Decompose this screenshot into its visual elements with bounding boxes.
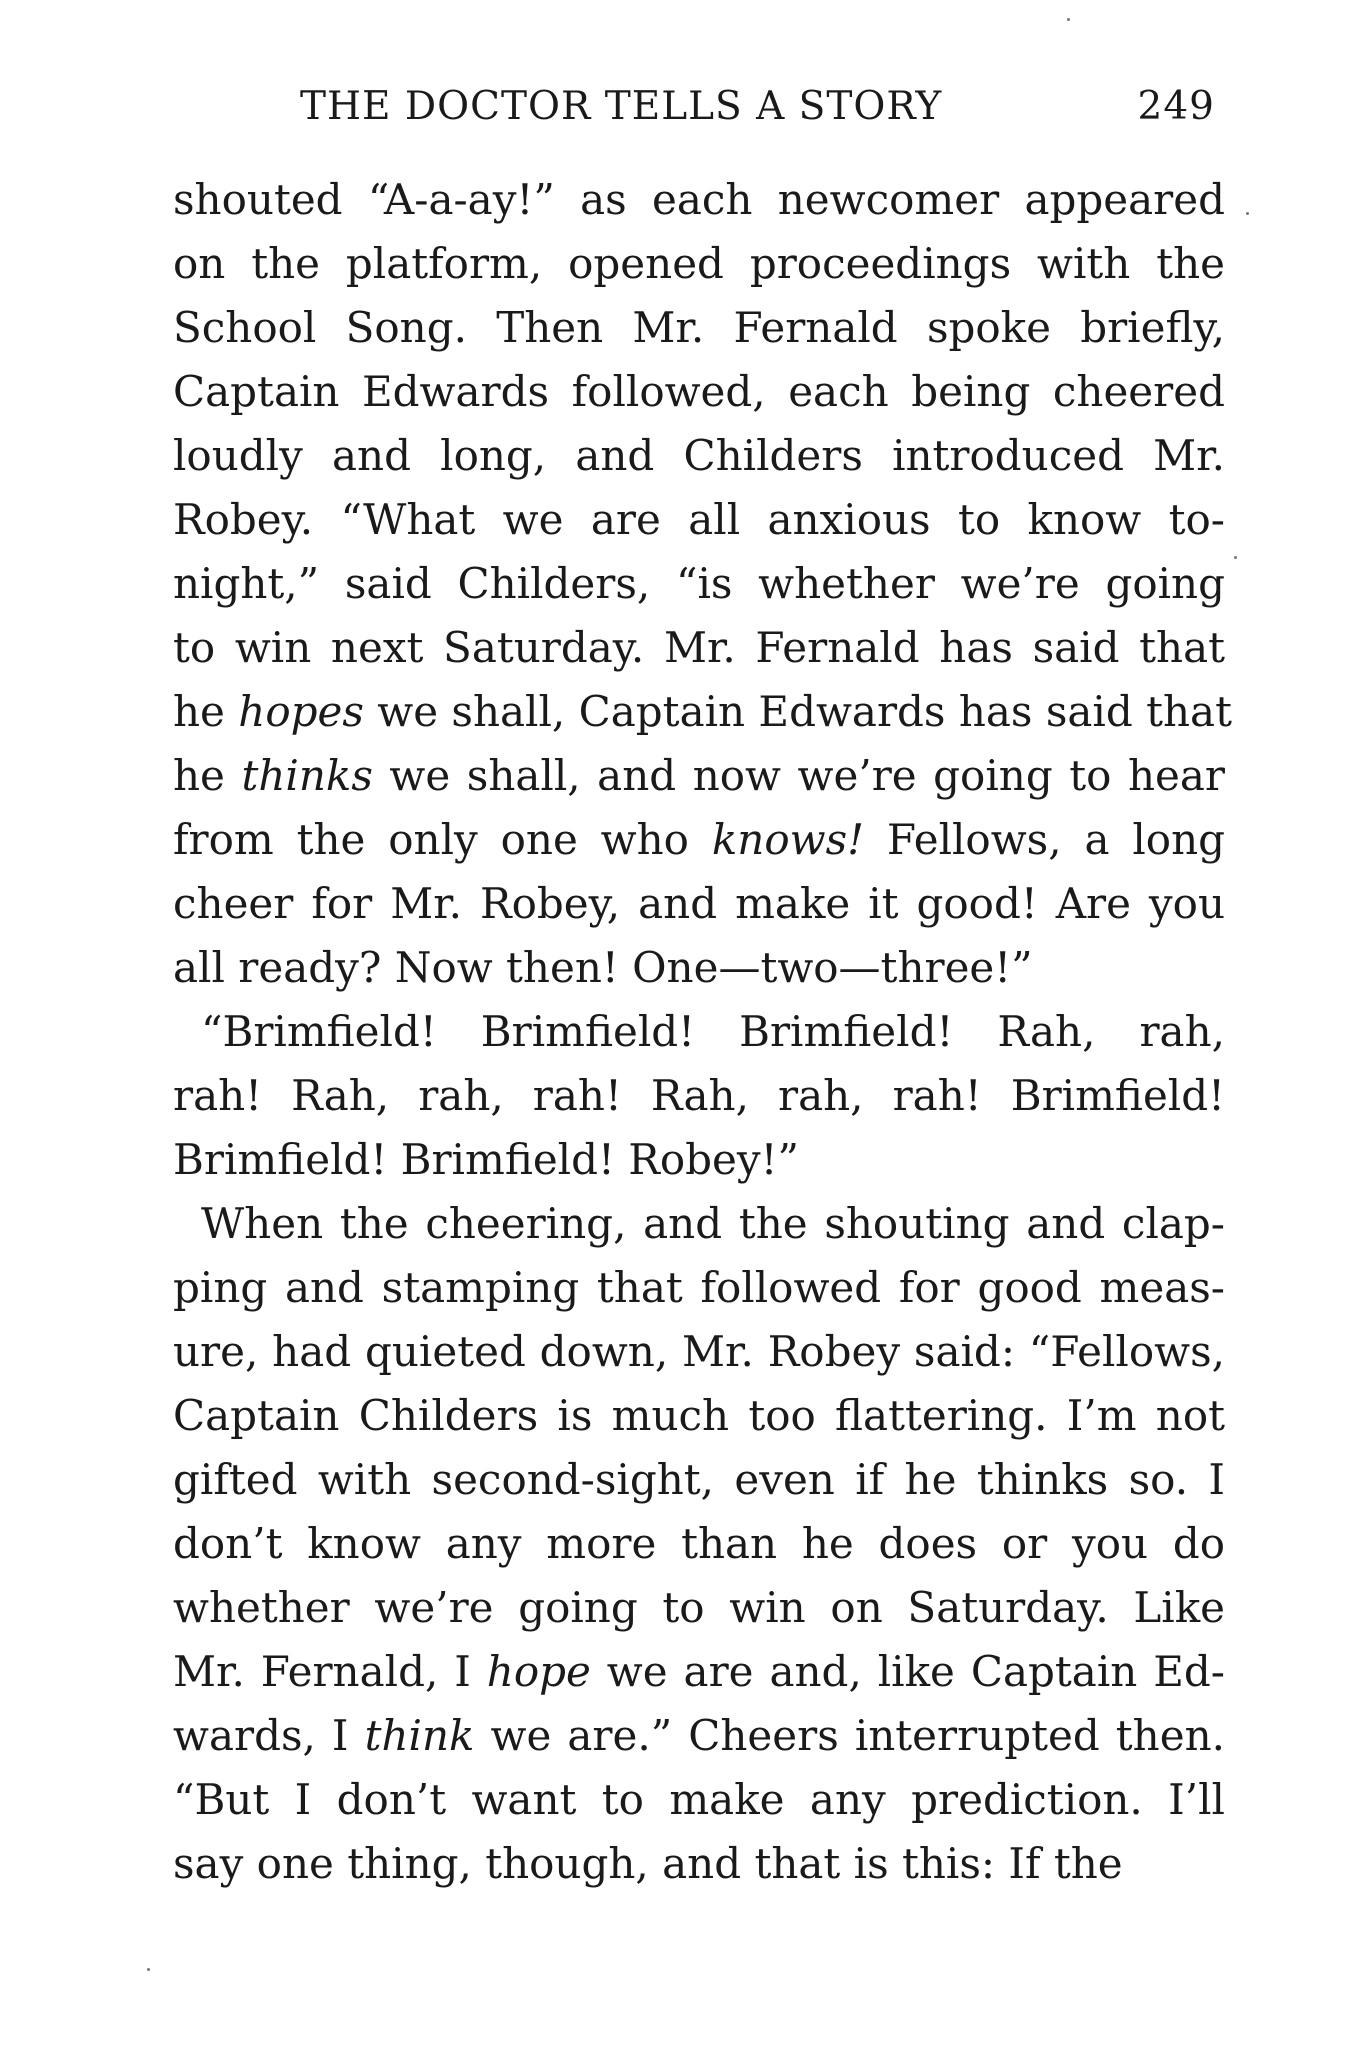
text-line bbox=[173, 552, 1225, 616]
text-run: whether we’re going to win on Saturday. Like bbox=[173, 1583, 1225, 1632]
italic-word: knows! bbox=[711, 815, 864, 864]
text-line bbox=[173, 1384, 1225, 1448]
text-run: rah! Rah, rah, rah! Rah, rah, rah! Brimfield! bbox=[173, 1071, 1225, 1120]
text-line bbox=[173, 616, 1225, 680]
text-line bbox=[173, 1832, 1225, 1896]
text-run: Fellows, a long bbox=[864, 815, 1225, 864]
text-run: “But I don’t want to make any prediction. I’ll bbox=[173, 1775, 1225, 1824]
text-line bbox=[173, 680, 1232, 744]
text-run: ping and stamping that followed for good meas- bbox=[173, 1263, 1225, 1312]
text-run: Captain Edwards followed, each being cheered bbox=[173, 367, 1225, 416]
text-line bbox=[173, 1128, 1225, 1192]
text-line bbox=[173, 1000, 1225, 1064]
text-run: School Song. Then Mr. Fernald spoke briefly, bbox=[173, 303, 1225, 352]
text-line bbox=[173, 1640, 1225, 1704]
text-run: night,” said Childers, “is whether we’re going bbox=[173, 559, 1225, 608]
text-run: to win next Saturday. Mr. Fernald has said that bbox=[173, 623, 1225, 672]
text-line bbox=[173, 1512, 1225, 1576]
print-speck bbox=[147, 1968, 150, 1971]
text-run: loudly and long, and Childers introduced Mr. bbox=[173, 431, 1225, 480]
text-line bbox=[173, 1192, 1225, 1256]
text-line bbox=[173, 1704, 1225, 1768]
print-speck bbox=[1246, 212, 1249, 215]
paragraph bbox=[173, 1192, 1225, 1896]
text-run: When the cheering, and the shouting and clap- bbox=[201, 1199, 1225, 1248]
text-run: don’t know any more than he does or you do bbox=[173, 1519, 1225, 1568]
text-run: on the platform, opened proceedings with the bbox=[173, 239, 1225, 288]
text-line bbox=[173, 1256, 1225, 1320]
print-speck bbox=[1234, 556, 1237, 559]
text-line bbox=[173, 744, 1225, 808]
text-line bbox=[173, 1320, 1225, 1384]
paragraph bbox=[173, 168, 1232, 1000]
text-line bbox=[173, 232, 1225, 296]
text-run: say one thing, though, and that is this: If the bbox=[173, 1839, 1123, 1888]
text-run: Mr. Fernald, I bbox=[173, 1647, 487, 1696]
text-run: we are.” Cheers interrupted then. bbox=[474, 1711, 1225, 1760]
text-line bbox=[173, 1768, 1225, 1832]
text-run: he bbox=[173, 751, 242, 800]
text-run: from the only one who bbox=[173, 815, 712, 864]
text-line bbox=[173, 1576, 1225, 1640]
text-line bbox=[173, 808, 1225, 872]
text-run: wards, I bbox=[173, 1711, 365, 1760]
text-line bbox=[173, 296, 1225, 360]
text-run: we are and, like Captain Ed- bbox=[590, 1647, 1225, 1696]
text-run: Robey. “What we are all anxious to know to- bbox=[173, 495, 1225, 544]
italic-word: thinks bbox=[241, 751, 373, 800]
text-line bbox=[173, 424, 1225, 488]
text-line bbox=[173, 488, 1225, 552]
text-run: Captain Childers is much too flattering. I’m not bbox=[173, 1391, 1225, 1440]
italic-word: hopes bbox=[238, 687, 364, 736]
text-run: shouted “A-a-ay!” as each newcomer appeared bbox=[173, 175, 1225, 224]
text-line bbox=[173, 936, 1225, 1000]
running-head bbox=[300, 84, 1215, 144]
italic-word: think bbox=[364, 1711, 475, 1760]
text-run: “Brimfield! Brimfield! Brimfield! Rah, rah, bbox=[201, 1007, 1225, 1056]
body-text bbox=[173, 168, 1232, 1896]
text-run: cheer for Mr. Robey, and make it good! Are you bbox=[173, 879, 1225, 928]
text-line bbox=[173, 1064, 1225, 1128]
text-run: we shall, Captain Edwards has said that bbox=[363, 687, 1232, 736]
text-line bbox=[173, 1448, 1225, 1512]
italic-word: hope bbox=[486, 1647, 591, 1696]
text-line bbox=[173, 872, 1225, 936]
paragraph bbox=[173, 1000, 1225, 1192]
text-run: all ready? Now then! One—two—three!” bbox=[173, 943, 1033, 992]
text-run: he bbox=[173, 687, 239, 736]
print-speck bbox=[1067, 18, 1070, 21]
text-line bbox=[173, 168, 1225, 232]
text-run: we shall, and now we’re going to hear bbox=[372, 751, 1225, 800]
text-run: gifted with second-sight, even if he thinks so. I bbox=[173, 1455, 1225, 1504]
running-head-title: THE DOCTOR TELLS A STORY bbox=[300, 84, 943, 129]
text-run: Brimfield! Brimfield! Robey!” bbox=[173, 1135, 799, 1184]
text-line bbox=[173, 360, 1225, 424]
page-number: 249 bbox=[1137, 84, 1215, 129]
text-run: ure, had quieted down, Mr. Robey said: “Fellows, bbox=[173, 1327, 1225, 1376]
